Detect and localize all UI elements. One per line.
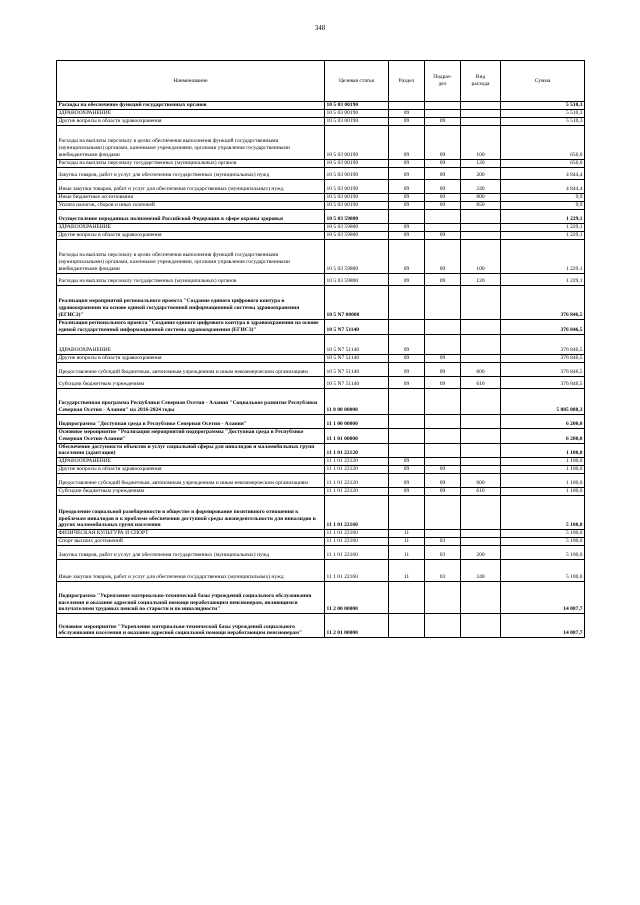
row-subsection xyxy=(425,614,461,638)
row-section xyxy=(389,388,425,414)
table-row xyxy=(57,538,585,546)
row-subsection: 09 xyxy=(425,354,461,362)
row-name: Реализация мероприятий регионального проекта "Создание единого цифрового контура в здравоохранении на основе единой государственной информационной системы здравоохранения (ЕГИСЗ)" xyxy=(57,286,325,320)
header-section: Раздел xyxy=(389,61,425,102)
row-expense-type xyxy=(461,232,501,240)
row-amount: 1 229,1 xyxy=(501,240,585,274)
row-subsection: 09 xyxy=(425,466,461,474)
row-expense-type: 120 xyxy=(461,160,501,168)
row-target-code: 10 5 03 00190 xyxy=(325,202,389,210)
row-amount: 656,0 xyxy=(501,160,585,168)
row-subsection xyxy=(425,320,461,335)
row-section: 09 xyxy=(389,232,425,240)
row-section: 09 xyxy=(389,160,425,168)
table-row xyxy=(57,210,585,224)
row-target-code: 10 5 03 00190 xyxy=(325,126,389,160)
row-target-code: 10 5 03 59800 xyxy=(325,232,389,240)
row-expense-type: 100 xyxy=(461,240,501,274)
row-section: 09 xyxy=(389,240,425,274)
row-amount: 1 229,1 xyxy=(501,210,585,224)
row-subsection xyxy=(425,496,461,530)
row-expense-type: 600 xyxy=(461,474,501,488)
row-amount: 6 200,0 xyxy=(501,414,585,428)
row-amount: 1 100,0 xyxy=(501,458,585,466)
table-row xyxy=(57,160,585,168)
row-target-code: 11 2 00 00000 xyxy=(325,582,389,614)
row-subsection: 09 xyxy=(425,160,461,168)
row-expense-type: 800 xyxy=(461,194,501,202)
row-amount: 5 100,0 xyxy=(501,538,585,546)
table-row xyxy=(57,362,585,376)
row-name: Расходы на выплаты персоналу в целях обеспечения выполнения функций государственными (муниципальными) органами, казенными учреждениями, органами управления государственными внебюджетными фондами xyxy=(57,126,325,160)
row-expense-type: 120 xyxy=(461,274,501,286)
row-expense-type: 240 xyxy=(461,560,501,582)
table-row xyxy=(57,334,585,354)
row-target-code: 10 5 03 00190 xyxy=(325,102,389,110)
row-expense-type xyxy=(461,210,501,224)
row-section: 09 xyxy=(389,202,425,210)
row-name: Предоставление субсидий бюджетным, автономным учреждениям и иным некоммерческим организациям xyxy=(57,474,325,488)
row-target-code: 10 5 N7 00000 xyxy=(325,286,389,320)
row-name: Уплата налогов, сборов и иных платежей xyxy=(57,202,325,210)
row-target-code: 10 5 03 00190 xyxy=(325,160,389,168)
row-amount: 376 846,5 xyxy=(501,362,585,376)
row-target-code: 10 5 N7 51140 xyxy=(325,320,389,335)
row-name: ФИЗИЧЕСКАЯ КУЛЬТУРА И СПОРТ xyxy=(57,530,325,538)
row-subsection: 03 xyxy=(425,560,461,582)
row-section: 09 xyxy=(389,168,425,180)
row-section xyxy=(389,496,425,530)
row-name: ЗДРАВООХРАНЕНИЕ xyxy=(57,334,325,354)
table-row xyxy=(57,354,585,362)
row-amount: 376 846,5 xyxy=(501,376,585,388)
row-name: Государственная программа Республики Северная Осетия - Алания "Социальное развитие Республики Северная Осетия - Алания" на 2016-2024 годы xyxy=(57,388,325,414)
row-section: 09 xyxy=(389,224,425,232)
table-row xyxy=(57,194,585,202)
header-target: Целевая статья xyxy=(325,61,389,102)
row-subsection: 09 xyxy=(425,126,461,160)
row-name: Другие вопросы в области здравоохранения xyxy=(57,232,325,240)
row-target-code: 11 1 01 22160 xyxy=(325,546,389,560)
row-section xyxy=(389,320,425,335)
table-row xyxy=(57,320,585,335)
page-number: 348 xyxy=(314,24,326,32)
row-expense-type xyxy=(461,102,501,110)
row-subsection xyxy=(425,224,461,232)
row-section: 09 xyxy=(389,458,425,466)
row-expense-type xyxy=(461,388,501,414)
row-target-code: 10 5 N7 51140 xyxy=(325,354,389,362)
row-target-code: 11 1 01 22160 xyxy=(325,560,389,582)
table-row xyxy=(57,582,585,614)
row-target-code: 10 5 03 00190 xyxy=(325,168,389,180)
row-amount: 5 100,0 xyxy=(501,560,585,582)
table-row xyxy=(57,466,585,474)
row-expense-type: 200 xyxy=(461,546,501,560)
table-row xyxy=(57,286,585,320)
row-target-code: 11 1 01 22120 xyxy=(325,488,389,496)
row-expense-type: 850 xyxy=(461,202,501,210)
row-target-code: 10 5 03 00190 xyxy=(325,194,389,202)
row-expense-type: 200 xyxy=(461,168,501,180)
row-expense-type xyxy=(461,334,501,354)
row-subsection: 09 xyxy=(425,488,461,496)
row-name: ЗДРАВООХРАНЕНИЕ xyxy=(57,110,325,118)
row-expense-type xyxy=(461,286,501,320)
row-subsection xyxy=(425,210,461,224)
row-expense-type: 610 xyxy=(461,376,501,388)
row-amount: 376 846,5 xyxy=(501,320,585,335)
row-target-code: 11 1 01 00000 xyxy=(325,428,389,443)
row-section: 09 xyxy=(389,354,425,362)
row-section: 11 xyxy=(389,538,425,546)
row-name: Закупка товаров, работ и услуг для обеспечения государственных (муниципальных) нужд xyxy=(57,168,325,180)
row-section: 09 xyxy=(389,488,425,496)
row-target-code: 11 1 01 22160 xyxy=(325,530,389,538)
header-name: Наименование xyxy=(57,61,325,102)
table-row xyxy=(57,414,585,428)
header-amount: Сумма xyxy=(501,61,585,102)
row-target-code: 10 5 N7 51140 xyxy=(325,334,389,354)
row-amount: 376 846,5 xyxy=(501,334,585,354)
row-section: 09 xyxy=(389,194,425,202)
table-row xyxy=(57,202,585,210)
row-amount: 1 100,0 xyxy=(501,443,585,458)
row-name: Иные закупки товаров, работ и услуг для обеспечения государственных (муниципальных) нужд xyxy=(57,180,325,194)
table-row xyxy=(57,388,585,414)
row-target-code: 10 5 03 00190 xyxy=(325,180,389,194)
row-subsection xyxy=(425,530,461,538)
row-amount: 1 100,0 xyxy=(501,488,585,496)
row-target-code: 10 5 03 59800 xyxy=(325,274,389,286)
row-target-code: 11 1 01 22160 xyxy=(325,538,389,546)
row-section: 11 xyxy=(389,546,425,560)
table-row xyxy=(57,180,585,194)
row-subsection xyxy=(425,414,461,428)
row-target-code: 10 5 03 00190 xyxy=(325,110,389,118)
row-subsection xyxy=(425,110,461,118)
row-expense-type: 610 xyxy=(461,488,501,496)
row-name: Иные бюджетные ассигнования xyxy=(57,194,325,202)
row-target-code: 10 5 03 59800 xyxy=(325,210,389,224)
row-section xyxy=(389,614,425,638)
row-section: 09 xyxy=(389,180,425,194)
row-expense-type: 240 xyxy=(461,180,501,194)
row-section xyxy=(389,428,425,443)
row-name: Реализация регионального проекта "Создание единого цифрового контура в здравоохранении на основе единой государственной информационной системы здравоохранения (ЕГИСЗ)" xyxy=(57,320,325,335)
row-target-code: 11 2 01 00000 xyxy=(325,614,389,638)
table-row xyxy=(57,110,585,118)
row-name: Иные закупки товаров, работ и услуг для обеспечения государственных (муниципальных) нужд xyxy=(57,560,325,582)
row-name: Расходы на выплаты персоналу государственных (муниципальных) органов xyxy=(57,274,325,286)
row-name: Расходы на выплаты персоналу в целях обеспечения выполнения функций государственными (муниципальными) органами, казенными учреждениями, органами управления государственными внебюджетными фондами xyxy=(57,240,325,274)
row-target-code: 10 5 03 00190 xyxy=(325,118,389,126)
row-target-code: 11 1 01 22120 xyxy=(325,443,389,458)
table-row xyxy=(57,126,585,160)
row-name: Субсидии бюджетным учреждениям xyxy=(57,376,325,388)
row-target-code: 10 5 N7 51140 xyxy=(325,362,389,376)
row-subsection: 09 xyxy=(425,240,461,274)
row-target-code: 11 0 00 00000 xyxy=(325,388,389,414)
row-subsection: 09 xyxy=(425,180,461,194)
row-subsection: 09 xyxy=(425,194,461,202)
row-subsection: 09 xyxy=(425,168,461,180)
row-amount: 5 510,3 xyxy=(501,110,585,118)
row-name: Обеспечение доступности объектов и услуг социальной сферы для инвалидов и маломобильных групп населения (адаптация) xyxy=(57,443,325,458)
row-subsection: 09 xyxy=(425,376,461,388)
row-amount: 6 200,0 xyxy=(501,428,585,443)
table-row xyxy=(57,560,585,582)
table-row xyxy=(57,488,585,496)
table-row xyxy=(57,530,585,538)
row-section: 09 xyxy=(389,118,425,126)
table-row xyxy=(57,240,585,274)
row-expense-type: 100 xyxy=(461,126,501,160)
row-expense-type xyxy=(461,538,501,546)
row-amount: 1 100,0 xyxy=(501,474,585,488)
row-amount: 656,0 xyxy=(501,126,585,160)
row-target-code: 11 1 01 22120 xyxy=(325,474,389,488)
row-expense-type xyxy=(461,496,501,530)
row-subsection xyxy=(425,388,461,414)
row-expense-type xyxy=(461,354,501,362)
row-subsection: 09 xyxy=(425,274,461,286)
row-name: Осуществление переданных полномочий Российской Федерации в сфере охраны здоровья xyxy=(57,210,325,224)
row-amount: 5 100,0 xyxy=(501,496,585,530)
row-expense-type xyxy=(461,118,501,126)
row-section xyxy=(389,286,425,320)
row-amount: 14 087,7 xyxy=(501,614,585,638)
row-amount: 5 100,0 xyxy=(501,530,585,538)
row-name: Закупка товаров, работ и услуг для обеспечения государственных (муниципальных) нужд xyxy=(57,546,325,560)
row-subsection xyxy=(425,286,461,320)
row-amount: 1 229,1 xyxy=(501,224,585,232)
row-section: 11 xyxy=(389,530,425,538)
row-section: 09 xyxy=(389,362,425,376)
row-name: Подпрограмма "Доступная среда в Республике Северная Осетия - Алания" xyxy=(57,414,325,428)
row-section xyxy=(389,443,425,458)
row-target-code: 10 5 03 59800 xyxy=(325,240,389,274)
table-row xyxy=(57,274,585,286)
row-section: 09 xyxy=(389,334,425,354)
row-subsection: 03 xyxy=(425,546,461,560)
table-row xyxy=(57,474,585,488)
row-subsection xyxy=(425,443,461,458)
row-expense-type xyxy=(461,458,501,466)
row-name: Предоставление субсидий бюджетным, автономным учреждениям и иным некоммерческим организациям xyxy=(57,362,325,376)
row-name: Основное мероприятие "Реализация мероприятий подпрограммы "Доступная среда в Республике Северная Осетия-Алания" xyxy=(57,428,325,443)
row-name: Другие вопросы в области здравоохранения xyxy=(57,466,325,474)
row-amount: 1 229,1 xyxy=(501,232,585,240)
row-expense-type xyxy=(461,443,501,458)
row-section xyxy=(389,102,425,110)
row-amount: 5 510,3 xyxy=(501,102,585,110)
table-row xyxy=(57,232,585,240)
row-name: ЗДРАВООХРАНЕНИЕ xyxy=(57,458,325,466)
row-name: ЗДРАВООХРАНЕНИЕ xyxy=(57,224,325,232)
table-row xyxy=(57,428,585,443)
table-row xyxy=(57,376,585,388)
row-name: Спорт высших достижений xyxy=(57,538,325,546)
row-subsection xyxy=(425,582,461,614)
table-row xyxy=(57,168,585,180)
row-target-code: 10 5 03 59800 xyxy=(325,224,389,232)
row-name: Основное мероприятие "Укрепление материально-технической базы учреждений социального обслуживания населения и оказание адресной социальной помощи неработающим пенсионерам" xyxy=(57,614,325,638)
row-expense-type xyxy=(461,110,501,118)
row-section: 11 xyxy=(389,560,425,582)
row-section xyxy=(389,414,425,428)
row-subsection: 03 xyxy=(425,538,461,546)
row-name: Расходы на обеспечение функций государственных органов xyxy=(57,102,325,110)
row-expense-type xyxy=(461,428,501,443)
row-name: Расходы на выплаты персоналу государственных (муниципальных) органов xyxy=(57,160,325,168)
row-target-code: 10 5 N7 51140 xyxy=(325,376,389,388)
row-section: 09 xyxy=(389,110,425,118)
budget-table xyxy=(56,60,585,638)
row-name: Субсидии бюджетным учреждениям xyxy=(57,488,325,496)
row-amount: 4 844,4 xyxy=(501,168,585,180)
row-section: 09 xyxy=(389,466,425,474)
row-subsection: 09 xyxy=(425,362,461,376)
row-amount: 376 846,5 xyxy=(501,354,585,362)
table-row xyxy=(57,614,585,638)
table-row xyxy=(57,118,585,126)
row-name: Другие вопросы в области здравоохранения xyxy=(57,118,325,126)
row-subsection: 09 xyxy=(425,202,461,210)
row-subsection xyxy=(425,102,461,110)
row-subsection: 09 xyxy=(425,474,461,488)
row-amount: 5 085 088,3 xyxy=(501,388,585,414)
table-row xyxy=(57,496,585,530)
header-subsection: Подраз- дел xyxy=(425,61,461,102)
row-amount: 376 846,5 xyxy=(501,286,585,320)
row-amount: 9,9 xyxy=(501,194,585,202)
row-target-code: 11 1 00 00000 xyxy=(325,414,389,428)
row-amount: 1 229,1 xyxy=(501,274,585,286)
row-target-code: 11 1 01 22160 xyxy=(325,496,389,530)
table-row xyxy=(57,102,585,110)
row-target-code: 11 1 01 22120 xyxy=(325,466,389,474)
table-row xyxy=(57,546,585,560)
row-amount: 5 510,3 xyxy=(501,118,585,126)
row-expense-type xyxy=(461,582,501,614)
row-section: 09 xyxy=(389,126,425,160)
table-header-row xyxy=(57,61,585,102)
table-row xyxy=(57,458,585,466)
table-row xyxy=(57,443,585,458)
row-section xyxy=(389,582,425,614)
row-subsection xyxy=(425,334,461,354)
row-expense-type xyxy=(461,466,501,474)
row-expense-type xyxy=(461,320,501,335)
row-expense-type xyxy=(461,530,501,538)
row-section: 09 xyxy=(389,274,425,286)
row-name: Подпрограмма "Укрепление материально-технической базы учреждений социального обслуживания населения и оказание адресной социальной помощи неработающим пенсионерам, являющимся получателями трудовых пенсий по старости и по инвалидности" xyxy=(57,582,325,614)
row-expense-type xyxy=(461,414,501,428)
row-target-code: 11 1 01 22120 xyxy=(325,458,389,466)
row-name: Другие вопросы в области здравоохранения xyxy=(57,354,325,362)
row-subsection: 09 xyxy=(425,118,461,126)
row-amount: 1 100,0 xyxy=(501,466,585,474)
row-expense-type xyxy=(461,614,501,638)
row-section: 09 xyxy=(389,376,425,388)
row-section xyxy=(389,210,425,224)
row-amount: 9,9 xyxy=(501,202,585,210)
row-name: Преодоление социальной разобщенности в обществе и формирование позитивного отношения к проблемам инвалидов и к проблеме обеспечения доступной среды жизнедеятельности для инвалидов и других маломобильных групп населения xyxy=(57,496,325,530)
header-expense-type: Вид расхода xyxy=(461,61,501,102)
row-amount: 4 844,4 xyxy=(501,180,585,194)
row-section: 09 xyxy=(389,474,425,488)
row-subsection xyxy=(425,458,461,466)
row-expense-type xyxy=(461,224,501,232)
row-expense-type: 600 xyxy=(461,362,501,376)
table-row xyxy=(57,224,585,232)
row-amount: 14 087,7 xyxy=(501,582,585,614)
row-subsection: 09 xyxy=(425,232,461,240)
row-subsection xyxy=(425,428,461,443)
row-amount: 5 100,0 xyxy=(501,546,585,560)
